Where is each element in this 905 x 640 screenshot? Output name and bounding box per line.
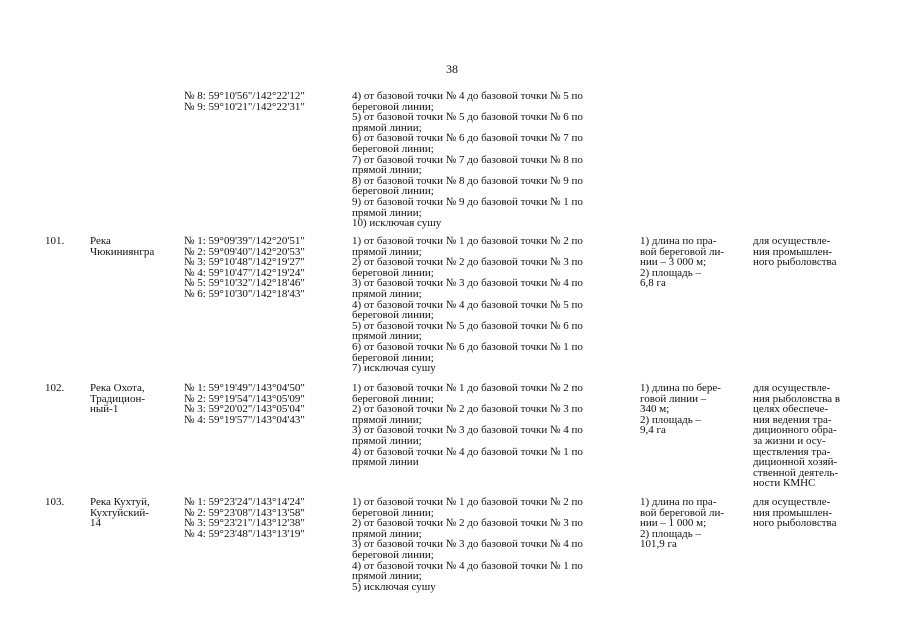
text-line: 2) от базовой точки № 2 до базовой точки № 3 по: [352, 403, 583, 416]
text-line: ния промышлен-: [753, 506, 833, 519]
text-line: 14: [90, 517, 101, 530]
usage-purpose: [753, 236, 873, 268]
text-line: 8) от базовой точки № 8 до базовой точки № 9 по: [352, 174, 583, 187]
water-body-name: [90, 497, 174, 529]
base-point-coordinates: [184, 383, 344, 425]
base-point-coordinates: [184, 236, 344, 300]
text-line: Река: [90, 235, 111, 247]
boundary-description: [352, 383, 634, 468]
text-line: ного рыболовства: [753, 517, 837, 530]
text-line: № 5: 59°10'32"/142°18'46": [184, 277, 305, 290]
text-line: вой береговой ли-: [640, 506, 725, 519]
text-line: береговой линии;: [352, 266, 434, 279]
text-line: 4) от базовой точки № 4 до базовой точки № 1 по: [352, 445, 583, 458]
text-line: 2) от базовой точки № 2 до базовой точки № 3 по: [352, 517, 583, 530]
text-line: № 2: 59°19'54"/143°05'09": [184, 392, 305, 405]
text-line: прямой линии;: [352, 245, 422, 258]
text-line: за жизни и осу-: [753, 434, 826, 447]
usage-purpose: [753, 383, 873, 489]
text-line: прямой линии;: [352, 206, 422, 219]
text-line: береговой линии;: [352, 506, 434, 519]
text-line: ный-1: [90, 403, 119, 416]
text-line: 1) длина по пра-: [640, 235, 717, 247]
text-line: 7) исключая сушу: [352, 362, 436, 375]
page-number: 38: [446, 62, 458, 76]
row-number: 102.: [45, 382, 65, 394]
area-parameters: [640, 236, 746, 289]
row-number: 101.: [45, 235, 65, 247]
text-line: 6) от базовой точки № 6 до базовой точки № 7 по: [352, 132, 583, 145]
text-line: прямой линии;: [352, 121, 422, 134]
text-line: Река Кухтуй,: [90, 496, 150, 508]
text-line: № 4: 59°19'57"/143°04'43": [184, 413, 305, 426]
text-line: № 9: 59°10'21"/142°22'31": [184, 100, 305, 113]
text-line: прямой линии;: [352, 287, 422, 300]
text-line: для осуществле-: [753, 382, 831, 394]
text-line: 2) площадь –: [640, 527, 702, 540]
text-line: прямой линии;: [352, 164, 422, 177]
text-line: № 3: 59°10'48"/142°19'27": [184, 256, 305, 269]
text-line: 2) площадь –: [640, 413, 702, 426]
text-line: береговой линии;: [352, 548, 434, 561]
text-line: Традицион-: [90, 392, 145, 405]
text-line: прямой линии;: [352, 330, 422, 343]
row-number: 103.: [45, 496, 65, 508]
text-line: нии – 3 000 м;: [640, 256, 707, 269]
text-line: береговой линии;: [352, 185, 434, 198]
text-line: береговой линии;: [352, 351, 434, 364]
text-line: № 3: 59°23'21"/143°12'38": [184, 517, 305, 530]
boundary-description: [352, 236, 634, 374]
text-line: Кухтуйский-: [90, 506, 149, 519]
text-line: вой береговой ли-: [640, 245, 725, 258]
text-line: 6,8 га: [640, 277, 666, 290]
text-line: береговой линии;: [352, 392, 434, 405]
text-line: нии – 1 000 м;: [640, 517, 707, 530]
text-line: № 1: 59°09'39"/142°20'51": [184, 235, 305, 247]
area-parameters: [640, 497, 746, 550]
text-line: Река Охота,: [90, 382, 145, 394]
boundary-description: [352, 497, 634, 592]
text-line: ния промышлен-: [753, 245, 833, 258]
base-point-coordinates: [184, 91, 344, 112]
text-line: № 4: 59°10'47"/142°19'24": [184, 266, 305, 279]
text-line: прямой линии;: [352, 570, 422, 583]
text-line: № 2: 59°09'40"/142°20'53": [184, 245, 305, 258]
water-body-name: [90, 383, 174, 415]
text-line: 9,4 га: [640, 424, 666, 437]
text-line: 3) от базовой точки № 3 до базовой точки № 4 по: [352, 424, 583, 437]
text-line: 1) от базовой точки № 1 до базовой точки № 2 по: [352, 235, 583, 247]
text-line: 10) исключая сушу: [352, 217, 442, 230]
text-line: 4) от базовой точки № 4 до базовой точки № 5 по: [352, 298, 583, 311]
text-line: 3) от базовой точки № 3 до базовой точки № 4 по: [352, 277, 583, 290]
base-point-coordinates: [184, 497, 344, 539]
text-line: 1) от базовой точки № 1 до базовой точки № 2 по: [352, 382, 583, 394]
boundary-description: [352, 91, 634, 229]
text-line: диционной хозяй-: [753, 456, 838, 469]
text-line: ния рыболовства в: [753, 392, 841, 405]
text-line: 2) от базовой точки № 2 до базовой точки № 3 по: [352, 256, 583, 269]
usage-purpose: [753, 497, 873, 529]
text-line: прямой линии: [352, 456, 419, 469]
text-line: ности КМНС: [753, 477, 816, 490]
text-line: 3) от базовой точки № 3 до базовой точки № 4 по: [352, 538, 583, 551]
text-line: ного рыболовства: [753, 256, 837, 269]
text-line: береговой линии;: [352, 309, 434, 322]
text-line: Чюкиниянгра: [90, 245, 155, 258]
text-line: 340 м;: [640, 403, 670, 416]
text-line: 1) длина по бере-: [640, 382, 721, 394]
text-line: № 4: 59°23'48"/143°13'19": [184, 527, 305, 540]
text-line: № 2: 59°23'08"/143°13'58": [184, 506, 305, 519]
text-line: 5) исключая сушу: [352, 580, 436, 593]
text-line: 1) длина по пра-: [640, 496, 717, 508]
text-line: 7) от базовой точки № 7 до базовой точки № 8 по: [352, 153, 583, 166]
text-line: прямой линии;: [352, 434, 422, 447]
text-line: прямой линии;: [352, 527, 422, 540]
text-line: № 3: 59°20'02"/143°05'04": [184, 403, 305, 416]
text-line: 5) от базовой точки № 5 до базовой точки № 6 по: [352, 319, 583, 332]
text-line: для осуществле-: [753, 235, 831, 247]
text-line: № 1: 59°19'49"/143°04'50": [184, 382, 305, 394]
text-line: ния ведения тра-: [753, 413, 832, 426]
water-body-name: [90, 236, 174, 257]
text-line: 2) площадь –: [640, 266, 702, 279]
text-line: 101,9 га: [640, 538, 677, 551]
text-line: 6) от базовой точки № 6 до базовой точки № 1 по: [352, 340, 583, 353]
text-line: № 1: 59°23'24"/143°14'24": [184, 496, 305, 508]
text-line: № 6: 59°10'30"/142°18'43": [184, 287, 305, 300]
text-line: 1) от базовой точки № 1 до базовой точки № 2 по: [352, 496, 583, 508]
text-line: для осуществле-: [753, 496, 831, 508]
text-line: 5) от базовой точки № 5 до базовой точки № 6 по: [352, 111, 583, 124]
text-line: прямой линии;: [352, 413, 422, 426]
text-line: береговой линии;: [352, 142, 434, 155]
text-line: ственной деятель-: [753, 466, 839, 479]
text-line: 4) от базовой точки № 4 до базовой точки № 5 по: [352, 90, 583, 102]
text-line: диционного обра-: [753, 424, 837, 437]
text-line: 4) от базовой точки № 4 до базовой точки № 1 по: [352, 559, 583, 572]
text-line: 9) от базовой точки № 9 до базовой точки № 1 по: [352, 195, 583, 208]
text-line: береговой линии;: [352, 100, 434, 113]
text-line: ществления тра-: [753, 445, 831, 458]
area-parameters: [640, 383, 746, 436]
text-line: № 8: 59°10'56"/142°22'12": [184, 90, 305, 102]
text-line: говой линии –: [640, 392, 707, 405]
text-line: целях обеспече-: [753, 403, 829, 416]
